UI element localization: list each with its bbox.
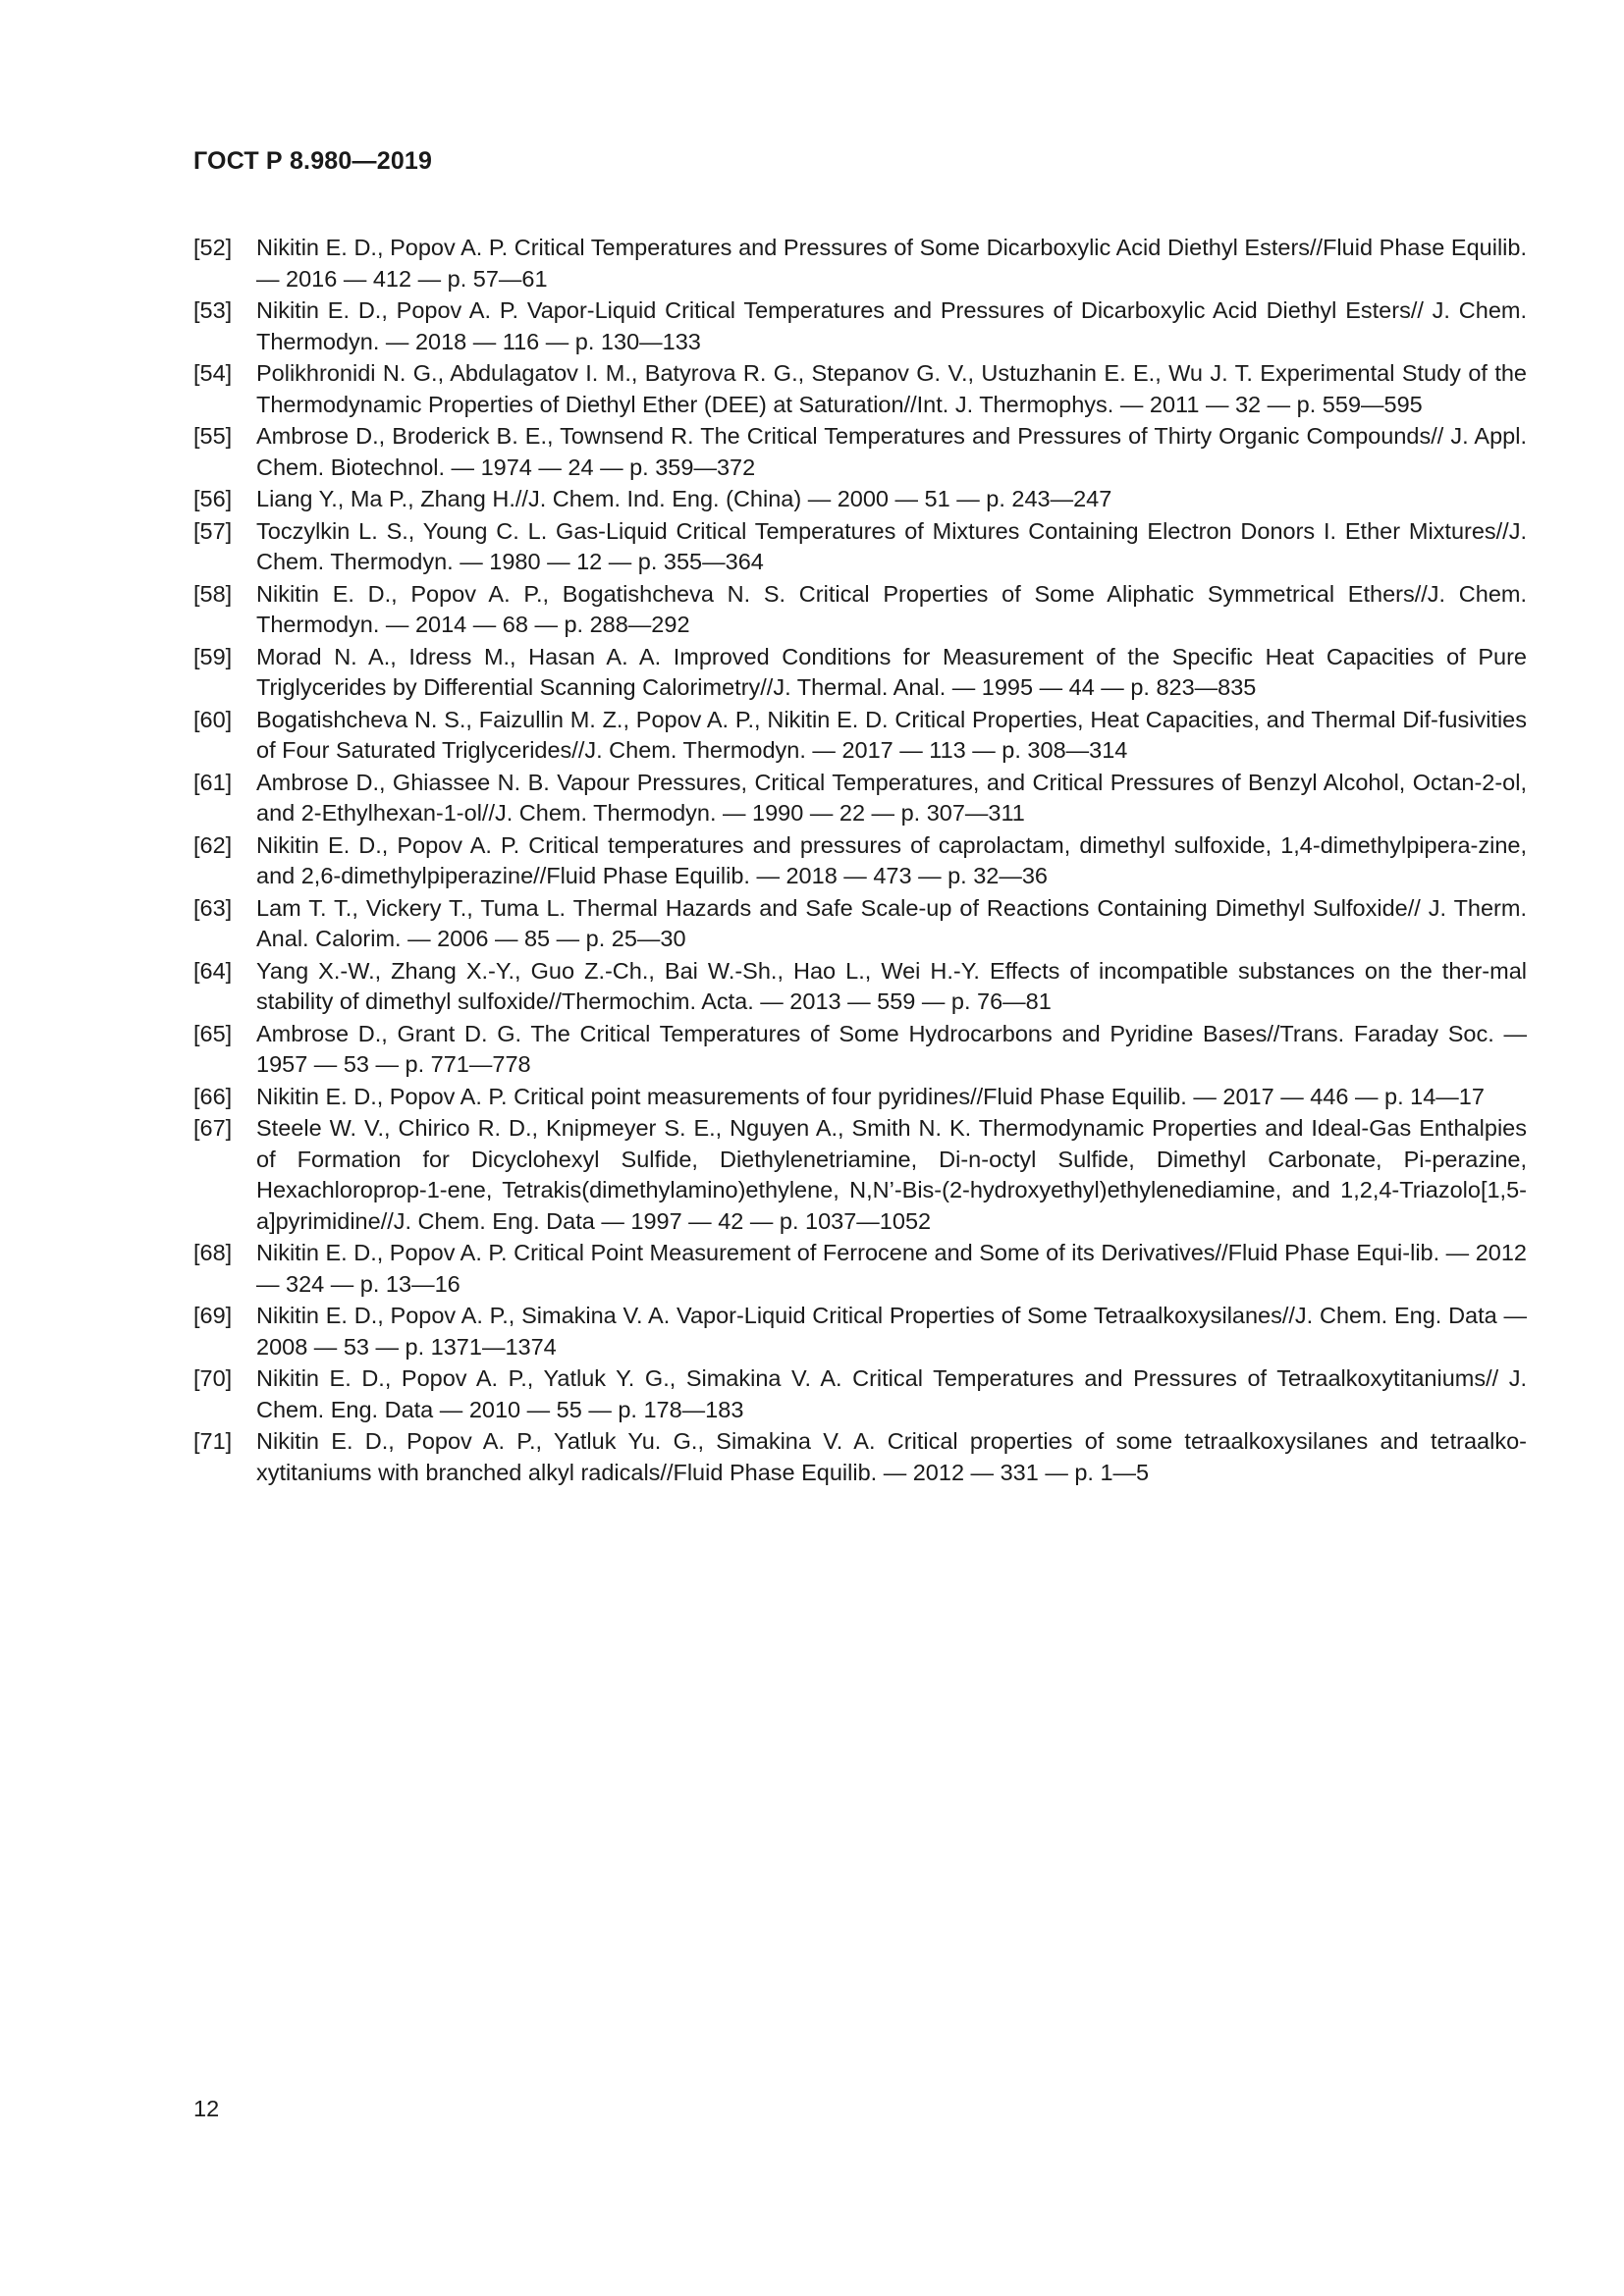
reference-number: [53] — [193, 297, 233, 323]
reference-number: [66] — [193, 1083, 233, 1109]
reference-text: Ambrose D., Ghiassee N. B. Vapour Pressures, Critical Temperatures, and Critical Pressures of Benzyl Alcohol, Octan-2-ol, and 2-Ethylhexan-1-ol//J. Chem. Thermodyn. — 1990 — 22 — p. 307—311 — [256, 769, 1527, 826]
document-header-title: ГОСТ Р 8.980—2019 — [193, 147, 433, 175]
reference-text: Nikitin E. D., Popov A. P. Critical temperatures and pressures of caprolactam, dimethyl sulfoxide, 1,4-dimethylpipera-zine, and 2,6-dimethylpiperazine//Fluid Phase Equilib. — 2018 — 473 — p. 32—36 — [256, 831, 1527, 888]
reference-text: Nikitin E. D., Popov A. P., Bogatishcheva N. S. Critical Properties of Some Aliphatic Symmetrical Ethers//J. Chem. Thermodyn. — 2014 — 68 — p. 288—292 — [256, 580, 1527, 637]
page-number: 12 — [193, 2096, 220, 2121]
reference-item — [193, 484, 1527, 515]
reference-item — [193, 830, 1527, 892]
reference-number: [64] — [193, 957, 233, 984]
reference-item — [193, 1019, 1527, 1081]
reference-text: Bogatishcheva N. S., Faizullin M. Z., Popov A. P., Nikitin E. D. Critical Properties, Heat Capacities, and Thermal Dif-fusivities of Four Saturated Triglycerides//J. Chem. Thermodyn. — 2017 — 113 — p. 308—314 — [256, 706, 1527, 763]
reference-item — [193, 1238, 1527, 1300]
reference-text: Yang X.-W., Zhang X.-Y., Guo Z.-Ch., Bai W.-Sh., Hao L., Wei H.-Y. Effects of incompatible substances on the ther-mal stability of dimethyl sulfoxide//Thermochim. Acta. — 2013 — 559 — p. 76—81 — [256, 957, 1527, 1014]
reference-number: [57] — [193, 517, 233, 544]
reference-item — [193, 233, 1527, 294]
reference-number: [60] — [193, 706, 233, 732]
reference-item — [193, 1301, 1527, 1362]
reference-item — [193, 1363, 1527, 1425]
reference-text: Toczylkin L. S., Young C. L. Gas-Liquid Critical Temperatures of Mixtures Containing Electron Donors I. Ether Mixtures//J. Chem. Thermodyn. — 1980 — 12 — p. 355—364 — [256, 517, 1527, 574]
reference-number: [69] — [193, 1303, 233, 1328]
reference-number: [55] — [193, 423, 233, 449]
reference-number: [67] — [193, 1115, 233, 1141]
reference-number: [62] — [193, 831, 233, 858]
reference-number: [70] — [193, 1365, 233, 1391]
reference-text: Nikitin E. D., Popov A. P. Critical Temperatures and Pressures of Some Dicarboxylic Acid Diethyl Esters//Fluid Phase Equilib. — 2016 — 412 — p. 57—61 — [256, 235, 1527, 292]
reference-text: Ambrose D., Grant D. G. The Critical Temperatures of Some Hydrocarbons and Pyridine Bases//Trans. Faraday Soc. — 1957 — 53 — p. 771—778 — [256, 1020, 1527, 1077]
reference-item — [193, 893, 1527, 955]
reference-item — [193, 358, 1527, 420]
reference-item — [193, 1113, 1527, 1237]
reference-number: [61] — [193, 769, 233, 795]
reference-text: Nikitin E. D., Popov A. P., Yatluk Yu. G., Simakina V. A. Critical properties of some tetraalkoxysilanes and tetraalko-xytitaniums with branched alkyl radicals//Fluid Phase Equilib. — 2012 — 331 — p. 1—5 — [256, 1428, 1527, 1485]
reference-item — [193, 1082, 1527, 1113]
reference-text: Nikitin E. D., Popov A. P. Critical Point Measurement of Ferrocene and Some of its Derivatives//Fluid Phase Equi-lib. — 2012 — 324 — p. 13—16 — [256, 1240, 1527, 1297]
reference-item — [193, 579, 1527, 641]
reference-item — [193, 1426, 1527, 1488]
reference-text: Steele W. V., Chirico R. D., Knipmeyer S. E., Nguyen A., Smith N. K. Thermodynamic Properties and Ideal-Gas Enthalpies of Formation for Dicyclohexyl Sulfide, Diethylenetriamine, Di-n-octyl Sulfide, Dimethyl Carbonate, Pi-perazine, Hexachloroprop-1-ene, Tetrakis(dimethylamino)ethylene, N,N’-Bis-(2-hydroxyethyl)ethylenediamine, and 1,2,4-Triazolo[1,5-a]pyrimidine//J. Chem. Eng. Data — 1997 — 42 — p. 1037—1052 — [256, 1115, 1527, 1234]
reference-item — [193, 516, 1527, 578]
reference-number: [65] — [193, 1020, 233, 1046]
reference-text: Morad N. A., Idress M., Hasan A. A. Improved Conditions for Measurement of the Specific Heat Capacities of Pure Triglycerides by Differential Scanning Calorimetry//J. Thermal. Anal. — 1995 — 44 — p. 823—835 — [256, 643, 1527, 700]
reference-text: Ambrose D., Broderick B. E., Townsend R. The Critical Temperatures and Pressures of Thirty Organic Compounds// J. Appl. Chem. Biotechnol. — 1974 — 24 — p. 359—372 — [256, 423, 1527, 480]
reference-number: [54] — [193, 360, 233, 386]
reference-item — [193, 956, 1527, 1018]
reference-number: [63] — [193, 894, 233, 921]
reference-item — [193, 421, 1527, 483]
reference-number: [52] — [193, 235, 233, 260]
reference-number: [58] — [193, 580, 233, 607]
reference-text: Nikitin E. D., Popov A. P. Vapor-Liquid Critical Temperatures and Pressures of Dicarboxylic Acid Diethyl Esters// J. Chem. Thermodyn. — 2018 — 116 — p. 130—133 — [256, 297, 1527, 354]
reference-number: [56] — [193, 486, 233, 511]
reference-text: Nikitin E. D., Popov A. P., Yatluk Y. G., Simakina V. A. Critical Temperatures and Pressures of Tetraalkoxytitaniums// J. Chem. Eng. Data — 2010 — 55 — p. 178—183 — [256, 1365, 1527, 1422]
reference-text: Nikitin E. D., Popov A. P. Critical point measurements of four pyridines//Fluid Phase Equilib. — 2017 — 446 — p. 14—17 — [256, 1083, 1485, 1109]
reference-number: [59] — [193, 643, 233, 669]
reference-list — [193, 233, 1527, 1489]
reference-item — [193, 768, 1527, 829]
reference-number: [71] — [193, 1428, 233, 1454]
reference-item — [193, 642, 1527, 704]
reference-item — [193, 295, 1527, 357]
reference-item — [193, 705, 1527, 767]
reference-text: Liang Y., Ma P., Zhang H.//J. Chem. Ind. Eng. (China) — 2000 — 51 — p. 243—247 — [256, 486, 1112, 511]
reference-text: Nikitin E. D., Popov A. P., Simakina V. A. Vapor-Liquid Critical Properties of Some Tetraalkoxysilanes//J. Chem. Eng. Data — 2008 — 53 — p. 1371—1374 — [256, 1303, 1527, 1360]
reference-text: Lam T. T., Vickery T., Tuma L. Thermal Hazards and Safe Scale-up of Reactions Containing Dimethyl Sulfoxide// J. Therm. Anal. Calorim. — 2006 — 85 — p. 25—30 — [256, 894, 1527, 951]
reference-number: [68] — [193, 1240, 233, 1265]
reference-text: Polikhronidi N. G., Abdulagatov I. M., Batyrova R. G., Stepanov G. V., Ustuzhanin E. E., Wu J. T. Experimental Study of the Thermodynamic Properties of Diethyl Ether (DEE) at Saturation//Int. J. Thermophys. — 2011 — 32 — p. 559—595 — [256, 360, 1527, 417]
